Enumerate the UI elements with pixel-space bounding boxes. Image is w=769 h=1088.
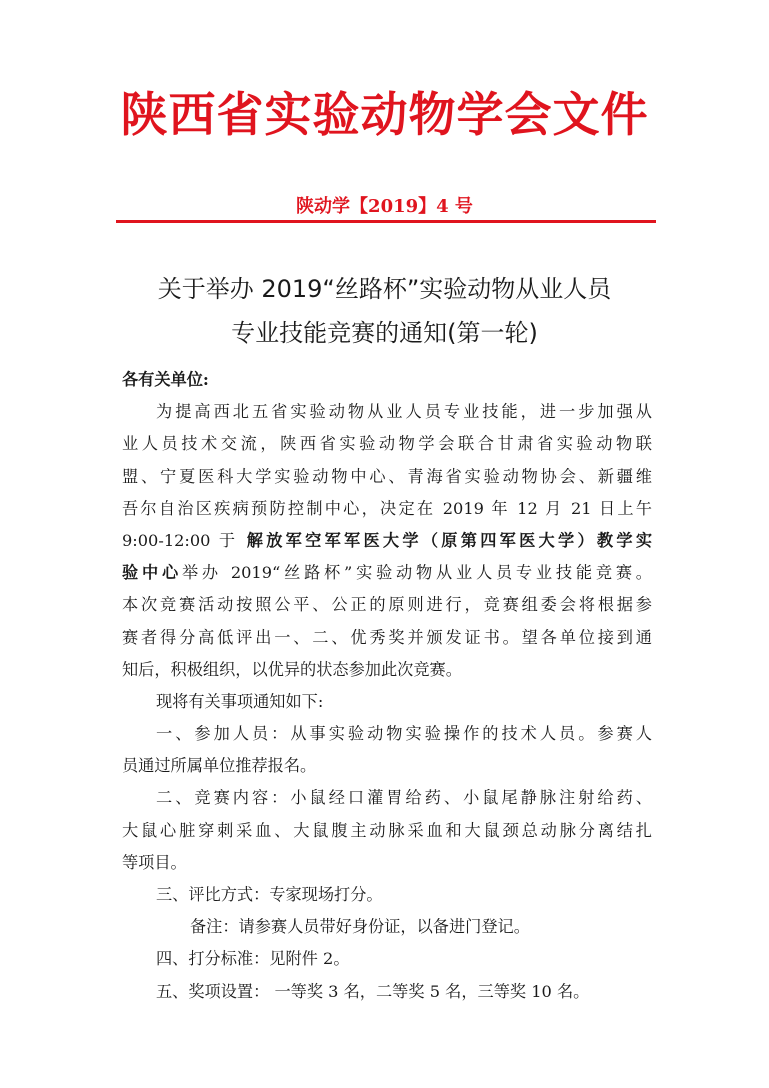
item-3: 三、评比方式：专家现场打分。 — [156, 885, 383, 904]
notice-title-line-1: 关于举办 2019“丝路杯”实验动物从业人员 — [157, 275, 612, 303]
time-range-text: 9:00-12:00 于 — [122, 530, 239, 550]
note-line: 备注：请参赛人员带好身份证，以备进门登记。 — [190, 917, 530, 937]
notice-title-line-2: 专业技能竞赛的通知(第一轮) — [231, 319, 538, 347]
red-divider-line — [116, 220, 656, 223]
item-2-line-3: 等项目。 — [122, 852, 187, 872]
organization-title: 陕西省实验动物学会文件 — [120, 88, 649, 143]
paragraph-1-line-3: 盟、宁夏医科大学实验动物中心、青海省实验动物协会、新疆维 — [122, 466, 652, 486]
paragraph-1-line-5 — [122, 525, 652, 557]
paragraph-1-line-6 — [122, 557, 652, 589]
item-2-line-2: 大鼠心脏穿刺采血、大鼠腹主动脉采血和大鼠颈总动脉分离结扎 — [122, 820, 652, 840]
paragraph-2: 现将有关事项通知如下: — [156, 691, 324, 711]
paragraph-1-line-2: 业人员技术交流，陕西省实验动物学会联合甘肃省实验动物联 — [122, 434, 652, 454]
item-1-line-2: 员通过所属单位推荐报名。 — [122, 756, 317, 776]
paragraph-1-line-9: 知后，积极组织，以优异的状态参加此次竞赛。 — [122, 659, 462, 679]
paragraph-1-line-4: 吾尔自治区疾病预防控制中心，决定在 2019 年 12 月 21 日上午 — [122, 498, 652, 518]
salutation: 各有关单位: — [122, 370, 209, 389]
paragraph-1-line-7: 本次竞赛活动按照公平、公正的原则进行，竞赛组委会将根据参 — [122, 595, 652, 615]
paragraph-1-line-8: 赛者得分高低评出一、二、优秀奖并颁发证书。望各单位接到通 — [122, 627, 652, 647]
item-1-line-1: 一、参加人员：从事实验动物实验操作的技术人员。参赛人 — [156, 724, 652, 744]
venue-text-part-1: 解放军空军军医大学（原第四军医大学）教学实 — [246, 530, 653, 550]
item-5: 五、奖项设置： 一等奖 3 名，二等奖 5 名，三等奖 10 名。 — [156, 981, 590, 1001]
item-4: 四、打分标准：见附件 2。 — [156, 949, 350, 969]
notice-body — [122, 364, 652, 1008]
notice-title — [90, 267, 679, 355]
venue-text-part-2: 验中心 — [122, 563, 182, 583]
document-number: 陕动学【2019】4 号 — [296, 196, 473, 217]
item-2-line-1: 二、竞赛内容：小鼠经口灌胃给药、小鼠尾静脉注射给药、 — [156, 788, 652, 808]
paragraph-1-line-1: 为提高西北五省实验动物从业人员专业技能，进一步加强从 — [156, 402, 652, 422]
event-text: 举办 2019“丝路杯”实验动物从业人员专业技能竞赛。 — [181, 563, 652, 583]
